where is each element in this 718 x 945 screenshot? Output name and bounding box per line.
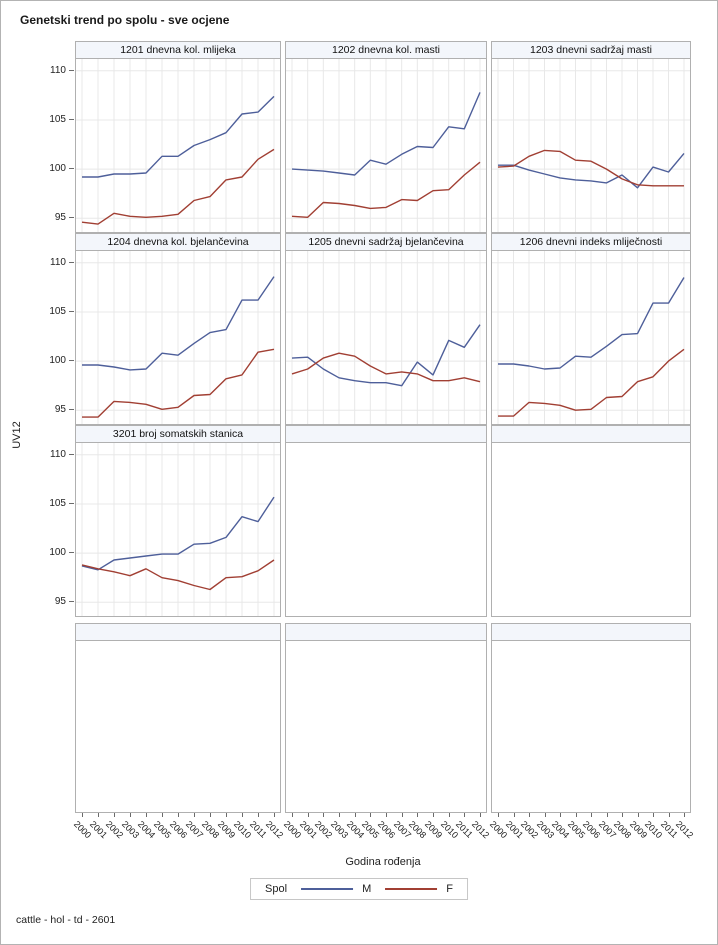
y-tick-mark: [69, 454, 74, 455]
panel-chart-cell: [285, 58, 487, 233]
panel-chart-cell: [491, 250, 691, 425]
y-axis-title: UV12: [11, 421, 23, 449]
x-tick-mark: [529, 813, 530, 817]
x-tick-mark: [292, 813, 293, 817]
panel-chart-cell: [285, 250, 487, 425]
x-tick-label: 2007: [183, 819, 206, 841]
y-tick-mark: [69, 503, 74, 504]
x-tick-label: 2006: [375, 819, 398, 841]
x-tick-mark: [323, 813, 324, 817]
y-tick-label: 95: [54, 596, 66, 608]
legend-entry-female: [385, 883, 453, 895]
x-tick-mark: [274, 813, 275, 817]
line-chart: [76, 443, 280, 616]
x-tick-mark: [194, 813, 195, 817]
x-tick-mark: [242, 813, 243, 817]
panel-header-empty: [491, 623, 691, 641]
y-tick-mark: [69, 409, 74, 410]
x-tick-mark: [622, 813, 623, 817]
figure-title: Genetski trend po spolu - sve ocjene: [20, 13, 230, 27]
x-tick-mark: [464, 813, 465, 817]
x-tick-label: 2004: [344, 819, 366, 841]
panel-header: 1206 dnevni indeks mliječnosti: [491, 233, 691, 251]
x-tick-mark: [560, 813, 561, 817]
figure-footnote: cattle - hol - td - 2601: [16, 914, 116, 926]
y-tick-mark: [69, 70, 74, 71]
x-tick-mark: [146, 813, 147, 817]
x-tick-label: 2012: [469, 819, 492, 841]
y-tick-label: 100: [49, 355, 66, 367]
x-tick-mark: [498, 813, 499, 817]
legend: [250, 878, 468, 900]
x-tick-mark: [514, 813, 515, 817]
x-tick-label: 2000: [71, 819, 94, 841]
x-tick-mark: [130, 813, 131, 817]
y-tick-label: 105: [49, 113, 66, 125]
x-tick-mark: [449, 813, 450, 817]
y-tick-mark: [69, 552, 74, 553]
panel-header: 1205 dnevni sadržaj bjelančevina: [285, 233, 487, 251]
x-tick-mark: [98, 813, 99, 817]
x-tick-mark: [162, 813, 163, 817]
x-axis-title: Godina rođenja: [345, 856, 421, 868]
x-tick-label: 2004: [135, 819, 158, 841]
x-tick-mark: [308, 813, 309, 817]
x-tick-label: 2011: [247, 819, 269, 840]
x-tick-mark: [607, 813, 608, 817]
x-tick-mark: [545, 813, 546, 817]
x-tick-label: 2009: [215, 819, 238, 841]
x-tick-mark: [258, 813, 259, 817]
x-tick-mark: [82, 813, 83, 817]
panel-chart-cell: [75, 250, 281, 425]
x-tick-label: 2009: [422, 819, 445, 841]
x-tick-label: 2003: [534, 819, 556, 841]
x-tick-mark: [226, 813, 227, 817]
x-tick-mark: [653, 813, 654, 817]
x-tick-label: 2000: [487, 819, 510, 841]
x-tick-label: 2005: [360, 819, 382, 841]
y-tick-label: 105: [49, 497, 66, 509]
y-tick-label: 100: [49, 547, 66, 559]
x-tick-mark: [370, 813, 371, 817]
panel-header: 1201 dnevna kol. mlijeka: [75, 41, 281, 59]
x-tick-mark: [684, 813, 685, 817]
x-tick-label: 2001: [87, 819, 110, 841]
x-tick-label: 2002: [518, 819, 541, 841]
x-tick-label: 2011: [454, 819, 476, 840]
x-tick-mark: [417, 813, 418, 817]
y-tick-mark: [69, 217, 74, 218]
x-tick-mark: [669, 813, 670, 817]
x-tick-label: 2004: [549, 819, 572, 841]
panel-chart-cell: [75, 442, 281, 617]
y-tick-mark: [69, 168, 74, 169]
x-tick-label: 2010: [642, 819, 665, 841]
male-line-sample: [301, 888, 353, 890]
x-tick-label: 2001: [503, 819, 525, 841]
x-tick-label: 2012: [263, 819, 286, 841]
x-tick-label: 2003: [328, 819, 351, 841]
x-tick-label: 2002: [313, 819, 335, 841]
x-tick-mark: [591, 813, 592, 817]
panel-empty-cell: [491, 640, 691, 813]
x-tick-mark: [402, 813, 403, 817]
x-tick-label: 2012: [673, 819, 696, 841]
x-tick-label: 2002: [103, 819, 126, 841]
x-tick-label: 2001: [297, 819, 319, 841]
x-tick-label: 2007: [391, 819, 413, 841]
x-tick-label: 2010: [438, 819, 460, 841]
y-tick-label: 110: [50, 448, 66, 460]
x-tick-mark: [339, 813, 340, 817]
x-tick-label: 2005: [565, 819, 587, 841]
line-chart: [492, 59, 690, 232]
panel-header-empty: [75, 623, 281, 641]
y-tick-mark: [69, 262, 74, 263]
panel-empty-cell: [75, 640, 281, 813]
panel-header: 1204 dnevna kol. bjelančevina: [75, 233, 281, 251]
x-tick-mark: [638, 813, 639, 817]
x-tick-label: 2008: [199, 819, 222, 841]
x-tick-label: 2008: [611, 819, 634, 841]
x-tick-label: 2008: [407, 819, 429, 841]
line-chart: [286, 59, 486, 232]
x-tick-label: 2009: [627, 819, 649, 841]
y-tick-label: 95: [54, 404, 66, 416]
legend-title: Spol: [265, 883, 288, 895]
y-tick-label: 105: [49, 305, 66, 317]
x-tick-label: 2010: [231, 819, 254, 841]
x-tick-mark: [480, 813, 481, 817]
y-tick-mark: [69, 360, 74, 361]
panel-chart-cell: [75, 58, 281, 233]
y-tick-label: 100: [49, 163, 66, 175]
y-tick-mark: [69, 311, 74, 312]
panel-header-empty: [285, 623, 487, 641]
y-tick-mark: [69, 119, 74, 120]
legend-label-female: F: [446, 883, 453, 895]
y-tick-mark: [69, 601, 74, 602]
line-chart: [76, 251, 280, 424]
x-tick-label: 2006: [167, 819, 190, 841]
panel-header: 1202 dnevna kol. masti: [285, 41, 487, 59]
y-tick-label: 110: [50, 256, 66, 268]
y-tick-label: 95: [54, 212, 66, 224]
panel-empty-cell: [491, 442, 691, 617]
panel-header-empty: [285, 425, 487, 443]
legend-entry-male: [301, 883, 371, 895]
x-tick-mark: [210, 813, 211, 817]
x-tick-mark: [355, 813, 356, 817]
panel-empty-cell: [285, 640, 487, 813]
x-tick-mark: [433, 813, 434, 817]
x-tick-mark: [114, 813, 115, 817]
line-chart: [492, 251, 690, 424]
y-tick-label: 110: [50, 64, 66, 76]
panel-empty-cell: [285, 442, 487, 617]
x-tick-mark: [576, 813, 577, 817]
line-chart: [76, 59, 280, 232]
x-tick-label: 2003: [119, 819, 142, 841]
x-tick-label: 2011: [658, 819, 680, 840]
x-tick-label: 2006: [580, 819, 603, 841]
panel-chart-cell: [491, 58, 691, 233]
x-tick-mark: [178, 813, 179, 817]
panel-header: 3201 broj somatskih stanica: [75, 425, 281, 443]
female-line-sample: [385, 888, 437, 890]
panel-header: 1203 dnevni sadržaj masti: [491, 41, 691, 59]
x-tick-mark: [386, 813, 387, 817]
x-tick-label: 2007: [596, 819, 618, 841]
legend-label-male: M: [362, 883, 372, 895]
line-chart: [286, 251, 486, 424]
x-tick-label: 2000: [281, 819, 304, 841]
panel-header-empty: [491, 425, 691, 443]
x-tick-label: 2005: [151, 819, 174, 841]
